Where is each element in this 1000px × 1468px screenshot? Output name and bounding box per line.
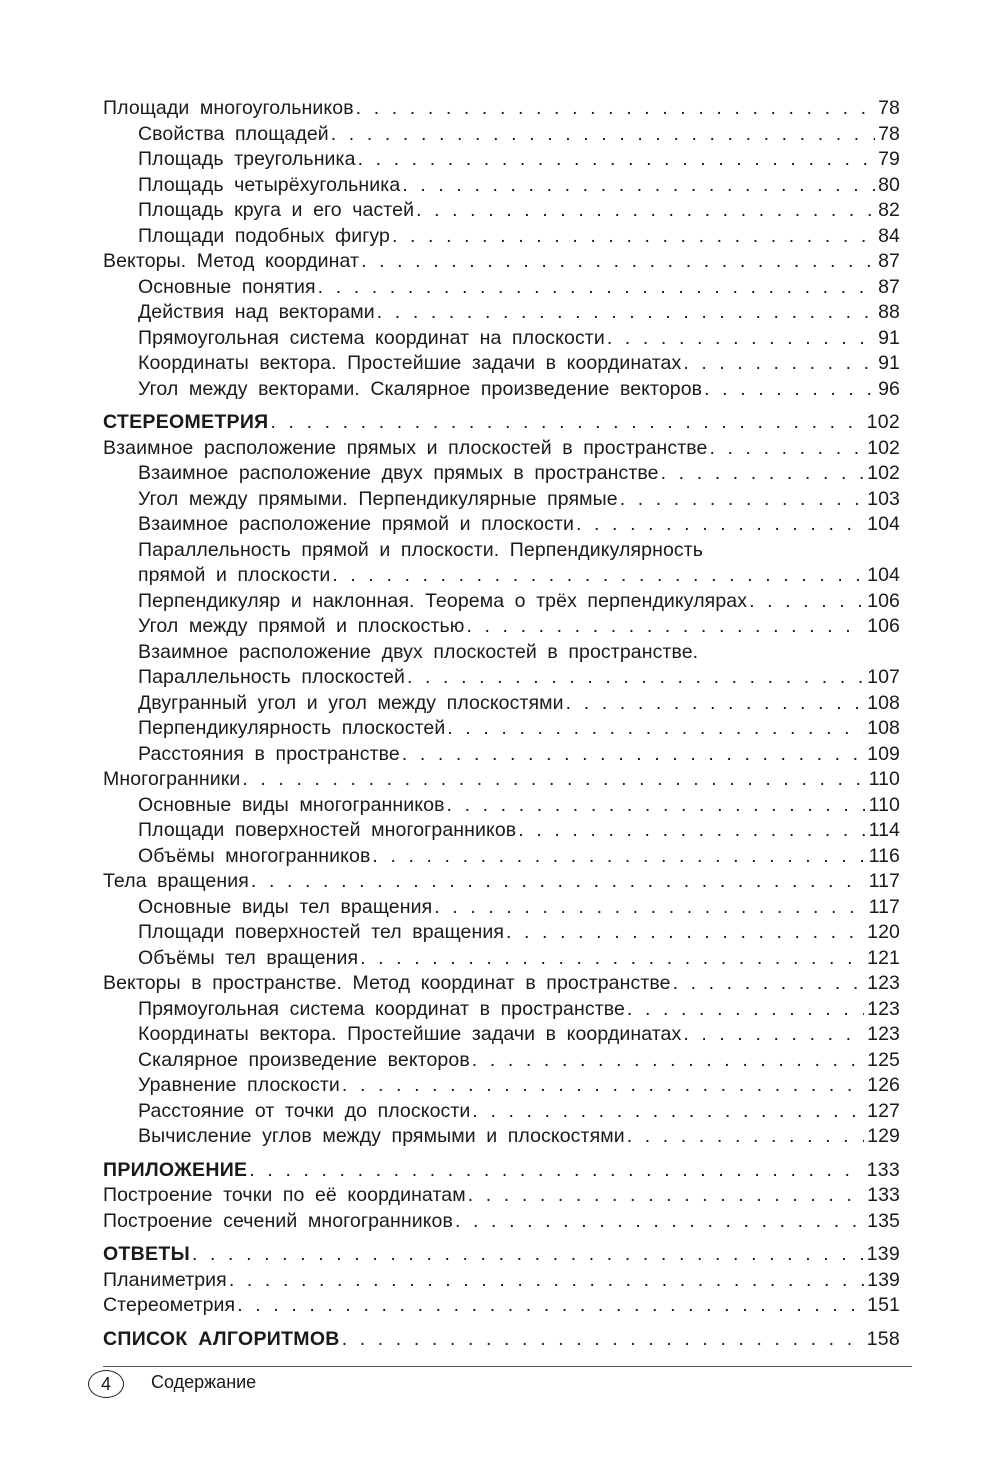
- toc-entry-title: Скалярное произведение векторов: [138, 1048, 470, 1071]
- toc-section-heading[interactable]: [103, 1327, 900, 1353]
- footer-rule: [103, 1366, 912, 1367]
- toc-page-number: 102: [867, 436, 900, 459]
- dot-leader: [271, 410, 864, 436]
- toc-entry[interactable]: [103, 173, 900, 199]
- table-of-contents: [103, 96, 900, 1352]
- toc-entry-title: Построение точки по её координатам: [103, 1184, 466, 1206]
- dot-leader: [331, 122, 875, 148]
- toc-page-number: 120: [867, 921, 900, 943]
- toc-page-number: 87: [878, 250, 900, 272]
- toc-entry[interactable]: [103, 1099, 900, 1125]
- toc-entry-title: Взаимное расположение прямых и плоскостей в пространстве: [103, 436, 708, 459]
- toc-section-heading[interactable]: [103, 1158, 900, 1184]
- toc-entry[interactable]: [103, 691, 900, 717]
- toc-entry-title: Вычисление углов между прямыми и плоскостями: [138, 1125, 625, 1147]
- toc-page-number: 78: [878, 97, 900, 119]
- dot-leader: [709, 436, 864, 462]
- toc-page-number: 84: [878, 224, 900, 247]
- toc-entry-title: Прямоугольная система координат в пространстве: [138, 997, 625, 1020]
- toc-page-number: 126: [867, 1074, 900, 1096]
- toc-page-number: 158: [866, 1327, 900, 1350]
- dot-leader: [242, 767, 865, 793]
- toc-entry-title: Многогранники: [103, 768, 241, 790]
- dot-leader: [372, 844, 865, 870]
- dot-leader: [472, 1048, 864, 1074]
- toc-entry[interactable]: [103, 1048, 900, 1074]
- toc-entry-title: ОТВЕТЫ: [103, 1243, 190, 1265]
- dot-leader: [661, 461, 865, 487]
- toc-entry-title: Площади многоугольников: [103, 97, 354, 119]
- toc-entry-title: Расстояния в пространстве: [138, 742, 400, 765]
- dot-leader: [192, 1242, 864, 1268]
- toc-entry[interactable]: [103, 512, 900, 538]
- toc-entry-title: Объёмы тел вращения: [138, 946, 359, 969]
- toc-page-number: 139: [867, 1268, 900, 1291]
- toc-page-number: 79: [878, 148, 900, 170]
- toc-entry[interactable]: [103, 461, 900, 487]
- toc-entry[interactable]: [103, 742, 900, 768]
- toc-entry[interactable]: [103, 538, 900, 564]
- dot-leader: [251, 869, 866, 895]
- toc-page-number: 123: [867, 997, 900, 1020]
- toc-page-number: 123: [867, 1023, 900, 1045]
- toc-entry-title: Основные понятия: [138, 275, 316, 298]
- dot-leader: [627, 1124, 864, 1150]
- dot-leader: [229, 1268, 864, 1294]
- toc-page-number: 91: [878, 326, 900, 349]
- dot-leader: [518, 818, 865, 844]
- toc-entry[interactable]: [103, 122, 900, 148]
- toc-entry[interactable]: [103, 249, 900, 275]
- toc-entry[interactable]: [103, 1124, 900, 1150]
- dot-leader: [377, 300, 875, 326]
- toc-entry-title: Планиметрия: [103, 1268, 227, 1291]
- toc-page-number: 78: [878, 122, 900, 145]
- toc-entry-title: Площади подобных фигур: [138, 224, 390, 247]
- toc-entry-title: Параллельность прямой и плоскости. Перпендикулярность: [138, 538, 704, 561]
- toc-page-number: 102: [866, 411, 900, 433]
- toc-entry-title: Объёмы многогранников: [138, 844, 371, 867]
- dot-leader: [342, 1327, 864, 1353]
- toc-page-number: 80: [878, 173, 900, 196]
- toc-entry[interactable]: [103, 351, 900, 377]
- toc-entry[interactable]: [103, 147, 900, 173]
- toc-page-number: 127: [867, 1099, 900, 1122]
- toc-entry-title: Площадь круга и его частей: [138, 199, 415, 221]
- dot-leader: [447, 793, 866, 819]
- toc-page-number: 129: [867, 1125, 900, 1147]
- dot-leader: [466, 614, 864, 640]
- toc-entry-title: Перпендикуляр и наклонная. Теорема о трёх перпендикулярах: [138, 589, 748, 612]
- dot-leader: [332, 563, 864, 589]
- toc-entry[interactable]: [103, 665, 900, 691]
- toc-entry-title: Параллельность плоскостей: [138, 666, 405, 688]
- dot-leader: [416, 198, 875, 224]
- toc-entry[interactable]: [103, 767, 900, 793]
- toc-page-number: 108: [867, 717, 900, 739]
- toc-entry[interactable]: [103, 1022, 900, 1048]
- dot-leader: [434, 895, 865, 921]
- toc-page-number: 91: [878, 352, 900, 374]
- toc-entry-title: Координаты вектора. Простейшие задачи в координатах: [138, 1023, 682, 1045]
- toc-entry-title: Свойства площадей: [138, 122, 329, 145]
- toc-page-number: 82: [878, 199, 900, 221]
- toc-entry[interactable]: [103, 198, 900, 224]
- toc-page-number: 106: [867, 589, 900, 612]
- toc-entry-title: Угол между прямыми. Перпендикулярные прямые: [138, 487, 618, 510]
- dot-leader: [468, 1183, 864, 1209]
- toc-entry-title: Тела вращения: [103, 870, 249, 892]
- dot-leader: [683, 351, 875, 377]
- toc-entry[interactable]: [103, 1209, 900, 1235]
- toc-entry[interactable]: [103, 895, 900, 921]
- toc-entry[interactable]: [103, 436, 900, 462]
- dot-leader: [683, 1022, 864, 1048]
- toc-entry-title: Взаимное расположение двух плоскостей в пространстве.: [138, 640, 699, 663]
- page-number-badge: 4: [88, 1370, 124, 1398]
- toc-entry[interactable]: [103, 818, 900, 844]
- toc-page-number: 151: [867, 1294, 900, 1316]
- dot-leader: [407, 665, 864, 691]
- toc-page-number: 88: [878, 301, 900, 323]
- toc-entry-title: Площади поверхностей многогранников: [138, 819, 517, 841]
- toc-page-number: 133: [866, 1158, 900, 1181]
- toc-page-number: 108: [867, 691, 900, 714]
- toc-page-number: 104: [867, 513, 900, 535]
- toc-entry[interactable]: [103, 1293, 900, 1319]
- toc-page-number: 106: [867, 615, 900, 637]
- toc-page-number: 87: [878, 275, 900, 298]
- toc-entry-title: Площадь четырёхугольника: [138, 173, 401, 196]
- dot-leader: [358, 147, 876, 173]
- toc-entry-title: Стереометрия: [103, 1294, 236, 1316]
- toc-entry-title: Площадь треугольника: [138, 148, 356, 170]
- toc-entry-title: Основные виды тел вращения: [138, 895, 433, 918]
- toc-entry-title: ПРИЛОЖЕНИЕ: [103, 1158, 248, 1181]
- toc-entry[interactable]: [103, 377, 900, 403]
- toc-entry-title: Расстояние от точки до плоскости: [138, 1099, 471, 1122]
- toc-entry-title: Угол между прямой и плоскостью: [138, 615, 465, 637]
- toc-page-number: 110: [868, 793, 900, 816]
- toc-page-number: 116: [868, 844, 900, 867]
- toc-page-number: 123: [867, 972, 900, 994]
- toc-entry[interactable]: [103, 1073, 900, 1099]
- dot-leader: [749, 589, 864, 615]
- dot-leader: [627, 997, 864, 1023]
- toc-entry-title: Основные виды многогранников: [138, 793, 445, 816]
- toc-entry[interactable]: [103, 487, 900, 513]
- toc-section-heading[interactable]: [103, 410, 900, 436]
- toc-entry-title: Перпендикулярность плоскостей: [138, 717, 446, 739]
- toc-entry[interactable]: [103, 614, 900, 640]
- toc-entry-title: прямой и плоскости: [138, 564, 331, 586]
- toc-entry[interactable]: [103, 224, 900, 250]
- toc-entry[interactable]: [103, 844, 900, 870]
- toc-page-number: 96: [878, 377, 900, 400]
- toc-entry[interactable]: [103, 716, 900, 742]
- dot-leader: [447, 716, 864, 742]
- toc-entry[interactable]: [103, 589, 900, 615]
- toc-entry-title: Координаты вектора. Простейшие задачи в координатах: [138, 352, 682, 374]
- dot-leader: [356, 96, 875, 122]
- toc-entry-title: Векторы. Метод координат: [103, 250, 360, 272]
- toc-entry[interactable]: [103, 563, 900, 589]
- dot-leader: [506, 920, 864, 946]
- dot-leader: [402, 742, 864, 768]
- toc-page-number: 110: [868, 768, 900, 790]
- dot-leader: [673, 971, 865, 997]
- toc-entry[interactable]: [103, 326, 900, 352]
- dot-leader: [472, 1099, 864, 1125]
- toc-section-heading[interactable]: [103, 1242, 900, 1268]
- dot-leader: [576, 512, 864, 538]
- toc-entry-title: Прямоугольная система координат на плоскости: [138, 326, 605, 349]
- toc-page-number: 121: [867, 946, 900, 969]
- toc-page-number: 109: [867, 742, 900, 765]
- dot-leader: [392, 224, 875, 250]
- toc-entry[interactable]: [103, 793, 900, 819]
- toc-entry[interactable]: [103, 971, 900, 997]
- toc-entry[interactable]: [103, 300, 900, 326]
- dot-leader: [455, 1209, 864, 1235]
- running-section-title: Содержание: [151, 1372, 257, 1392]
- dot-leader: [620, 487, 864, 513]
- toc-entry[interactable]: [103, 1268, 900, 1294]
- dot-leader: [342, 1073, 864, 1099]
- toc-entry-title: СТЕРЕОМЕТРИЯ: [103, 411, 269, 433]
- toc-page-number: 125: [867, 1048, 900, 1071]
- toc-entry[interactable]: [103, 869, 900, 895]
- toc-page-number: 104: [867, 564, 900, 586]
- toc-entry-title: Угол между векторами. Скалярное произведение векторов: [138, 377, 703, 400]
- toc-entry-title: Двугранный угол и угол между плоскостями: [138, 691, 564, 714]
- dot-leader: [402, 173, 875, 199]
- toc-entry[interactable]: [103, 946, 900, 972]
- toc-page-number: 103: [867, 487, 900, 510]
- dot-leader: [360, 946, 864, 972]
- dot-leader: [607, 326, 875, 352]
- toc-entry-title: Уравнение плоскости: [138, 1074, 340, 1096]
- toc-entry[interactable]: [103, 997, 900, 1023]
- toc-entry[interactable]: [103, 920, 900, 946]
- toc-entry-title: Взаимное расположение прямой и плоскости: [138, 513, 574, 535]
- toc-entry-title: Взаимное расположение двух прямых в пространстве: [138, 462, 659, 484]
- toc-entry-title: Построение сечений многогранников: [103, 1209, 453, 1232]
- toc-page-number: 107: [867, 666, 900, 688]
- toc-page-number: 117: [868, 870, 900, 892]
- toc-page-number: 114: [868, 819, 900, 841]
- toc-entry-title: Векторы в пространстве. Метод координат в пространстве: [103, 972, 671, 994]
- dot-leader: [704, 377, 875, 403]
- toc-page-number: 133: [867, 1184, 900, 1206]
- toc-page-number: 117: [868, 895, 900, 918]
- dot-leader: [318, 275, 875, 301]
- toc-entry-title: Действия над векторами: [138, 301, 375, 323]
- toc-page-number: 102: [867, 462, 900, 484]
- dot-leader: [237, 1293, 864, 1319]
- toc-entry[interactable]: [103, 640, 900, 666]
- toc-page-number: 139: [866, 1243, 900, 1265]
- toc-entry-title: СПИСОК АЛГОРИТМОВ: [103, 1327, 340, 1350]
- toc-entry[interactable]: [103, 96, 900, 122]
- dot-leader: [361, 249, 875, 275]
- toc-entry[interactable]: [103, 275, 900, 301]
- dot-leader: [249, 1158, 863, 1184]
- dot-leader: [566, 691, 864, 717]
- toc-page-number: 135: [867, 1209, 900, 1232]
- toc-entry[interactable]: [103, 1183, 900, 1209]
- toc-entry-title: Площади поверхностей тел вращения: [138, 921, 504, 943]
